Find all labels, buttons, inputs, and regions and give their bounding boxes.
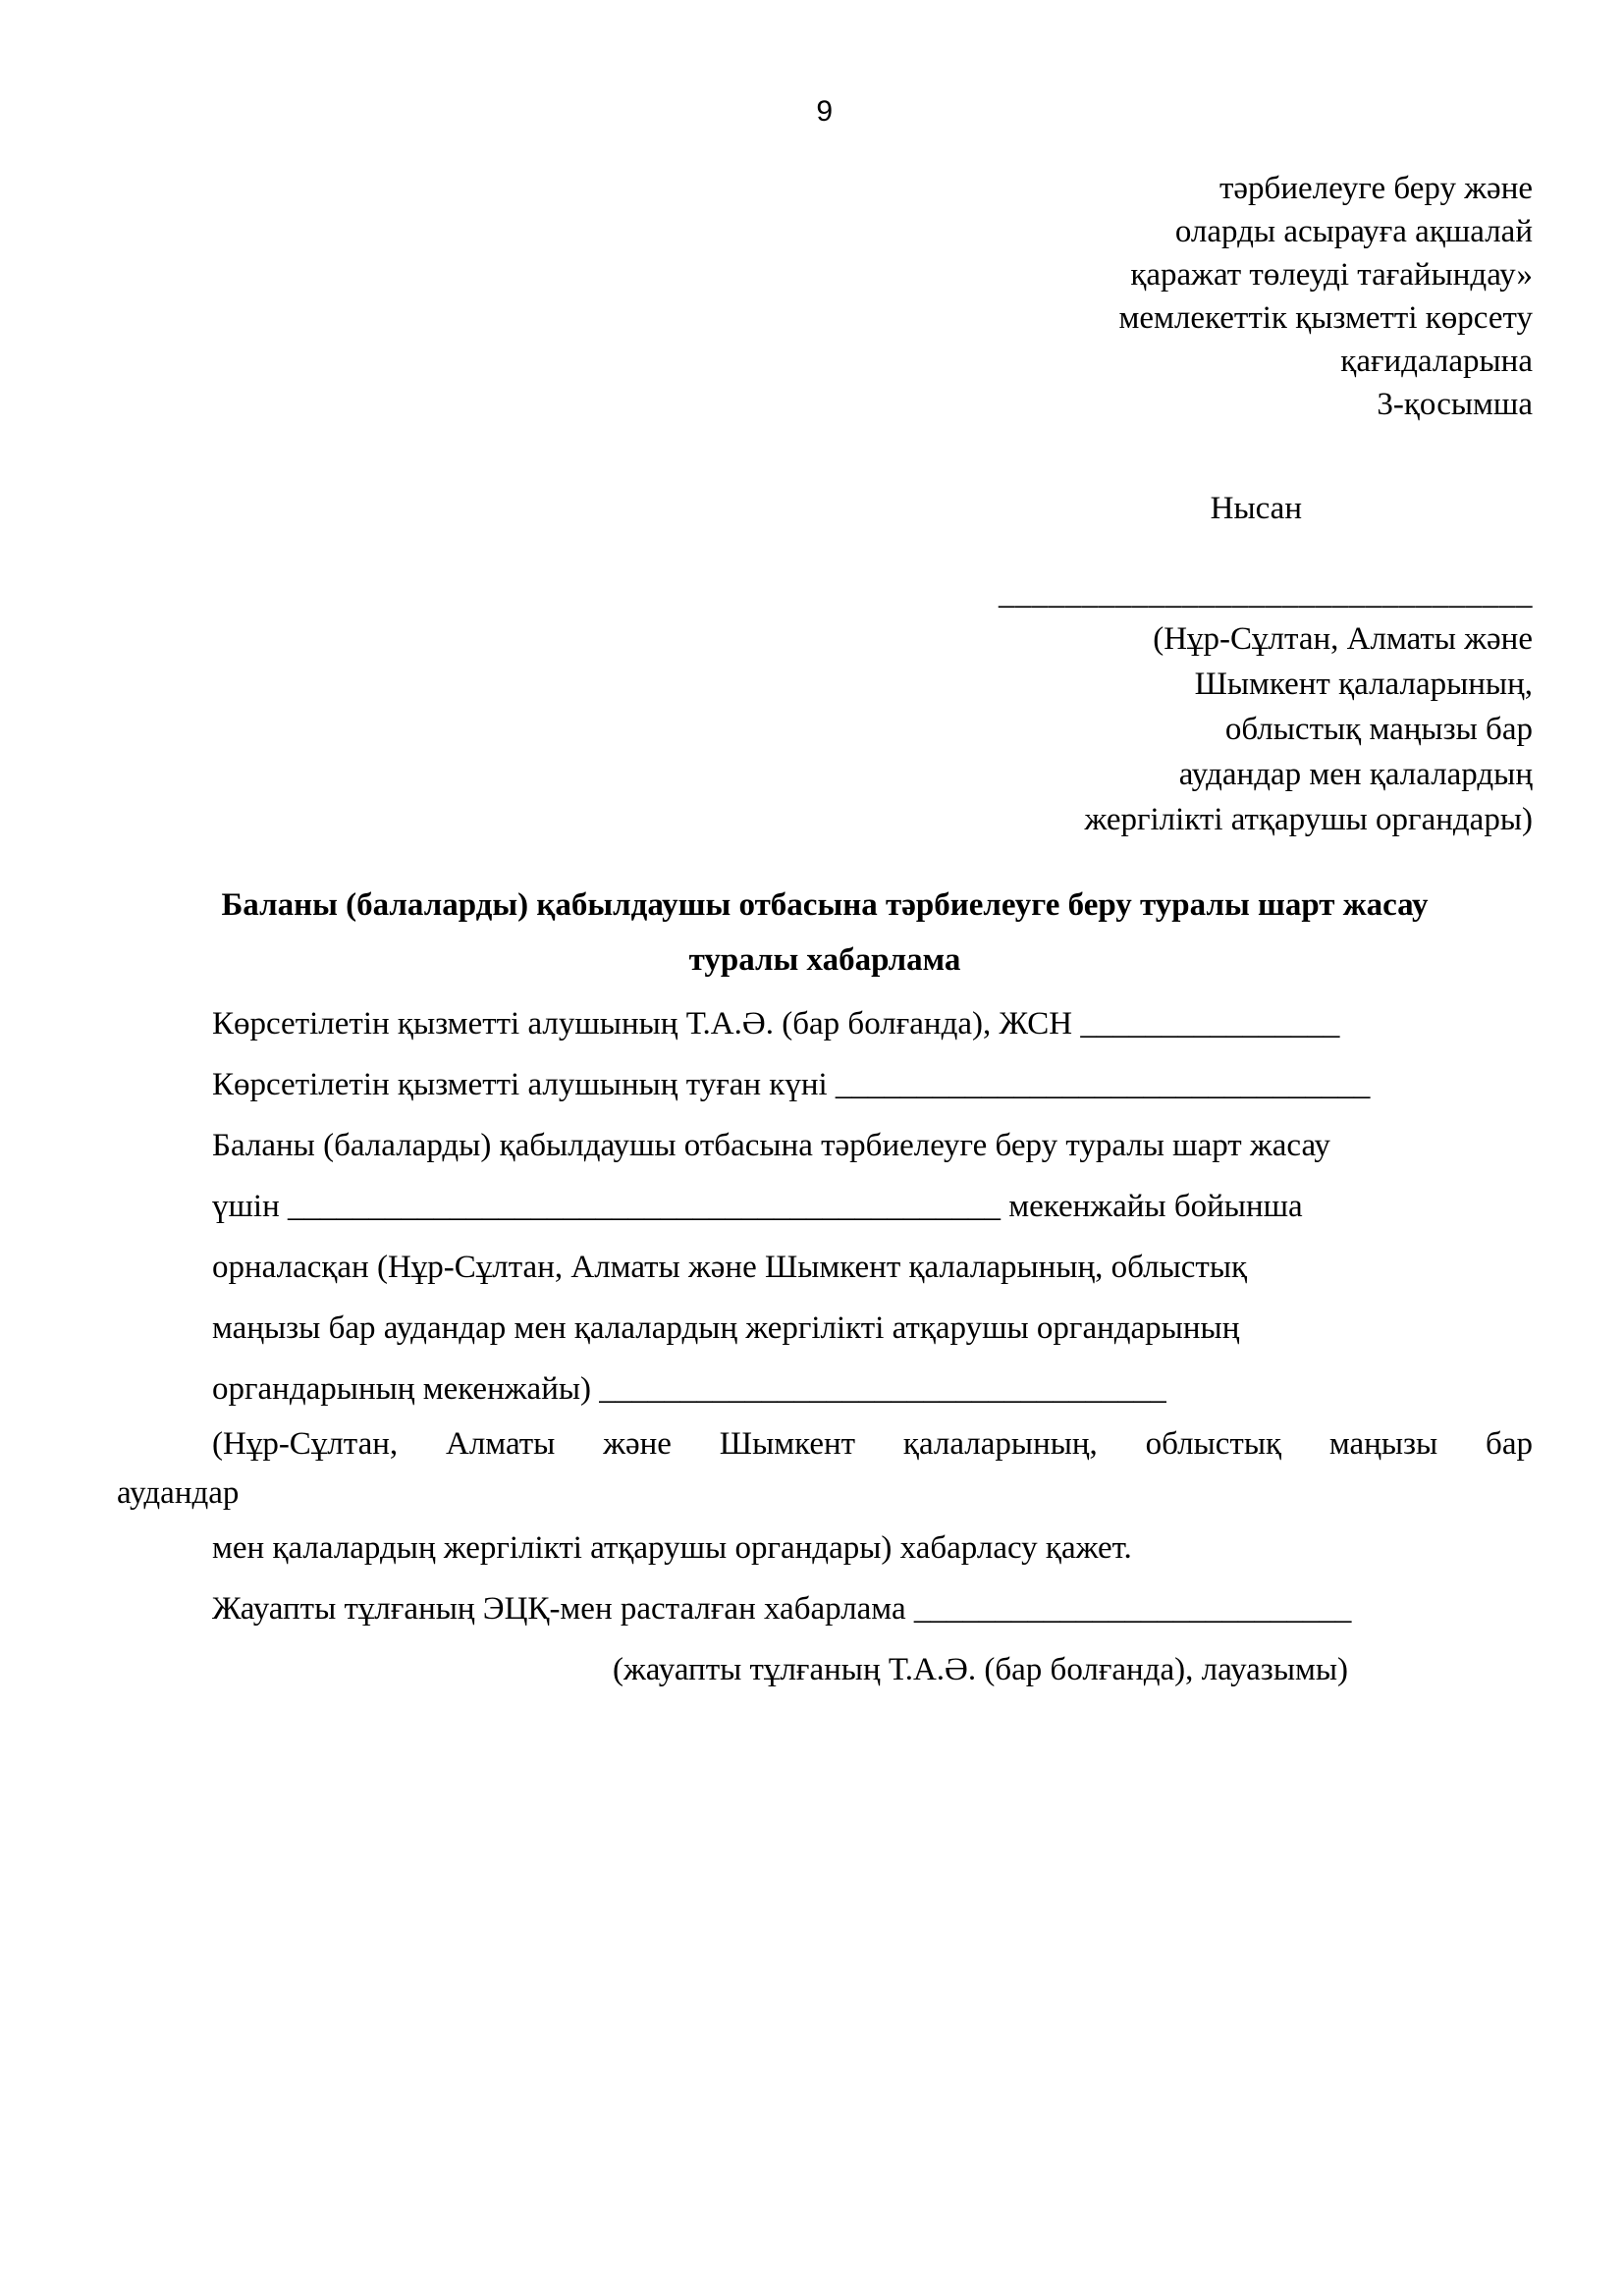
- body-line-signature-blank: Жауапты тұлғаның ЭЦҚ-мен расталған хабарлама ___________________________: [212, 1591, 1352, 1627]
- appendix-line: қаражат төлеуді тағайындау»: [1130, 257, 1533, 293]
- authority-block: [117, 571, 1533, 842]
- body-line-contract-intro: Баланы (балаларды) қабылдаушы отбасына тәрбиелеуге беру туралы шарт жасау: [212, 1128, 1330, 1163]
- page-number: 9: [816, 95, 834, 128]
- body-line-authority-address-blank: органдарының мекенжайы) ___________________________________: [212, 1371, 1166, 1407]
- document-title-line: Баланы (балаларды) қабылдаушы отбасына тәрбиелеуге беру туралы шарт жасау: [221, 887, 1429, 923]
- form-label: Нысан: [1210, 491, 1302, 526]
- body-line-districts: аудандар: [117, 1475, 240, 1511]
- document-title: [117, 878, 1533, 988]
- appendix-line: мемлекеттік қызметті көрсету: [1118, 300, 1533, 336]
- appendix-reference-block: [117, 167, 1533, 426]
- appendix-line: қағидаларына: [1340, 344, 1533, 379]
- body-line-located: орналасқан (Нұр-Сұлтан, Алматы және Шымкент қалаларының, облыстық: [212, 1250, 1248, 1285]
- authority-line: (Нұр-Сұлтан, Алматы және: [1153, 621, 1533, 657]
- body-line-significance: маңызы бар аудандар мен қалалардың жергілікті атқарушы органдарының: [212, 1310, 1240, 1346]
- body-line-birth-date: Көрсетілетін қызметті алушының туған күні _________________________________: [212, 1067, 1371, 1102]
- appendix-line: оларды асырауға ақшалай: [1174, 214, 1533, 249]
- document-body: [117, 993, 1533, 1700]
- authority-blank-line: ________________________________: [999, 576, 1533, 612]
- body-line-signature-caption: (жауапты тұлғаның Т.А.Ә. (бар болғанда), лауазымы): [613, 1652, 1349, 1687]
- body-line-address-blank: үшін ____________________________________________ мекенжайы бойынша: [212, 1189, 1303, 1224]
- authority-line: жергілікті атқарушы органдары): [1084, 802, 1533, 837]
- appendix-number-line: 3-қосымша: [1377, 387, 1533, 422]
- authority-line: Шымкент қалаларының,: [1194, 667, 1533, 702]
- document-title-line: туралы хабарлама: [688, 942, 961, 978]
- body-line-recipient-name-iin: Көрсетілетін қызметті алушының Т.А.Ә. (бар болғанда), ЖСН ________________: [212, 1006, 1340, 1041]
- authority-line: аудандар мен қалалардың: [1178, 757, 1533, 792]
- body-line-cities-justified: (Нұр-Сұлтан, Алматы және Шымкент қалаларының, облыстық маңызы бар: [212, 1426, 1533, 1462]
- authority-line: облыстық маңызы бар: [1224, 712, 1533, 747]
- body-line-contact-required: мен қалалардың жергілікті атқарушы органдары) хабарласу қажет.: [212, 1530, 1132, 1566]
- appendix-line: тәрбиелеуге беру және: [1218, 171, 1533, 206]
